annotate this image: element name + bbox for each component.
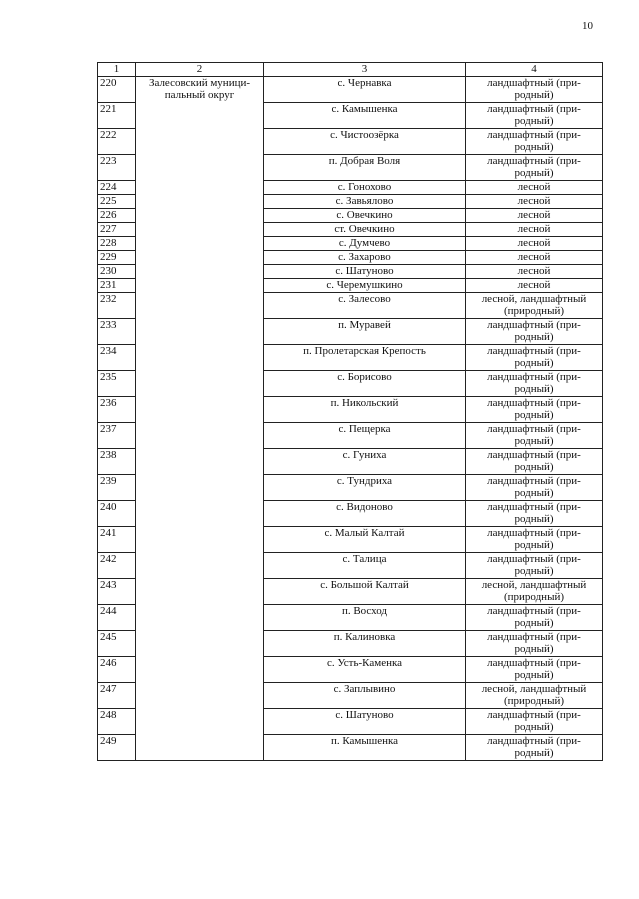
row-number: 223 [98,154,136,180]
header-col-2: 2 [136,63,264,77]
row-number: 236 [98,396,136,422]
settlement-name: п. Калиновка [264,630,466,656]
protection-type: ландшафтный (при- родный) [466,396,603,422]
settlement-name: п. Восход [264,604,466,630]
settlement-name: с. Заплывино [264,682,466,708]
protection-type: ландшафтный (при- родный) [466,552,603,578]
protection-type: лесной, ландшафтный (природный) [466,578,603,604]
settlement-name: п. Муравей [264,318,466,344]
settlement-name: с. Захарово [264,250,466,264]
row-number: 222 [98,128,136,154]
settlement-name: с. Борисово [264,370,466,396]
settlement-name: с. Малый Калтай [264,526,466,552]
protection-type: ландшафтный (при- родный) [466,422,603,448]
protection-type: ландшафтный (при- родный) [466,318,603,344]
protection-type: лесной [466,222,603,236]
protection-type: лесной, ландшафтный (природный) [466,682,603,708]
protection-type: ландшафтный (при- родный) [466,448,603,474]
header-col-4: 4 [466,63,603,77]
settlement-name: с. Чистоозёрка [264,128,466,154]
header-col-1: 1 [98,63,136,77]
protection-type: ландшафтный (при- родный) [466,500,603,526]
protection-type: ландшафтный (при- родный) [466,344,603,370]
settlement-name: с. Гонохово [264,180,466,194]
protection-type: ландшафтный (при- родный) [466,630,603,656]
row-number: 241 [98,526,136,552]
row-number: 229 [98,250,136,264]
protection-type: лесной [466,264,603,278]
settlement-name: с. Думчево [264,236,466,250]
settlement-name: ст. Овечкино [264,222,466,236]
row-number: 224 [98,180,136,194]
row-number: 234 [98,344,136,370]
protection-type: ландшафтный (при- родный) [466,656,603,682]
header-col-3: 3 [264,63,466,77]
settlement-name: с. Видоново [264,500,466,526]
protection-type: ландшафтный (при- родный) [466,474,603,500]
table-row [98,76,603,102]
settlement-name: с. Большой Калтай [264,578,466,604]
protection-type: ландшафтный (при- родный) [466,76,603,102]
row-number: 230 [98,264,136,278]
row-number: 228 [98,236,136,250]
settlement-name: с. Пещерка [264,422,466,448]
row-number: 246 [98,656,136,682]
protection-type: ландшафтный (при- родный) [466,604,603,630]
row-number: 226 [98,208,136,222]
row-number: 233 [98,318,136,344]
protection-type: ландшафтный (при- родный) [466,734,603,760]
table-body [98,76,603,760]
protection-type: ландшафтный (при- родный) [466,128,603,154]
row-number: 245 [98,630,136,656]
row-number: 248 [98,708,136,734]
row-number: 247 [98,682,136,708]
settlement-name: с. Камышенка [264,102,466,128]
settlement-name: с. Гуниха [264,448,466,474]
settlement-name: с. Черемушкино [264,278,466,292]
row-number: 231 [98,278,136,292]
protection-type: лесной [466,236,603,250]
protection-type: ландшафтный (при- родный) [466,526,603,552]
row-number: 242 [98,552,136,578]
settlement-name: п. Камышенка [264,734,466,760]
district-name: Залесовский муници- пальный округ [136,76,264,760]
settlement-name: п. Никольский [264,396,466,422]
settlement-name: с. Шатуново [264,264,466,278]
settlement-name: с. Овечкино [264,208,466,222]
page-number: 10 [582,20,593,32]
settlement-name: п. Добрая Воля [264,154,466,180]
settlement-name: п. Пролетарская Крепость [264,344,466,370]
row-number: 244 [98,604,136,630]
row-number: 227 [98,222,136,236]
settlement-name: с. Залесово [264,292,466,318]
table-header [98,63,603,77]
protection-type: ландшафтный (при- родный) [466,708,603,734]
settlement-name: с. Завьялово [264,194,466,208]
row-number: 220 [98,76,136,102]
row-number: 232 [98,292,136,318]
protection-type: ландшафтный (при- родный) [466,370,603,396]
settlement-name: с. Тундриха [264,474,466,500]
header-row [98,63,603,77]
protection-type: лесной [466,194,603,208]
protection-type: ландшафтный (при- родный) [466,154,603,180]
protection-type: лесной [466,208,603,222]
row-number: 235 [98,370,136,396]
protection-type: лесной, ландшафтный (природный) [466,292,603,318]
row-number: 243 [98,578,136,604]
row-number: 237 [98,422,136,448]
settlement-name: с. Талица [264,552,466,578]
settlement-name: с. Чернавка [264,76,466,102]
settlement-name: с. Шатуново [264,708,466,734]
row-number: 221 [98,102,136,128]
row-number: 249 [98,734,136,760]
protection-type: лесной [466,278,603,292]
settlements-table [97,62,603,761]
protection-type: лесной [466,180,603,194]
row-number: 240 [98,500,136,526]
row-number: 239 [98,474,136,500]
row-number: 238 [98,448,136,474]
protection-type: лесной [466,250,603,264]
row-number: 225 [98,194,136,208]
settlement-name: с. Усть-Каменка [264,656,466,682]
protection-type: ландшафтный (при- родный) [466,102,603,128]
